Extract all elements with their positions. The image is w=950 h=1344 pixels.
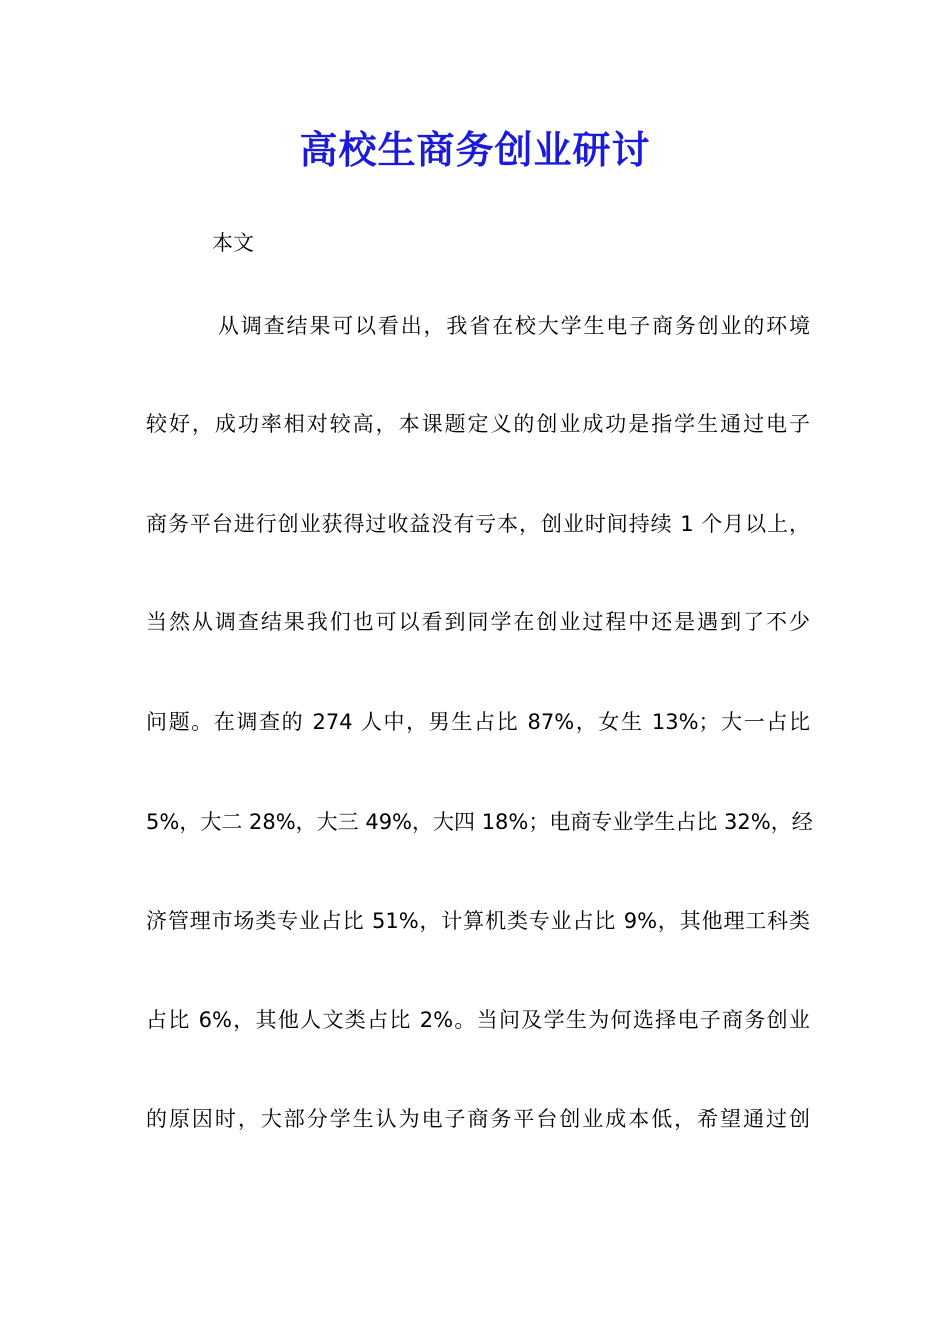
body-line: 问题。在调查的 274 人中，男生占比 87%，女生 13%；大一占比 — [146, 710, 810, 734]
body-line: 商务平台进行创业获得过收益没有亏本，创业时间持续 1 个月以上， — [146, 512, 810, 536]
body-line: 济管理市场类专业占比 51%，计算机类专业占比 9%，其他理工科类 — [146, 909, 810, 933]
page-title: 高校生商务创业研讨 — [299, 127, 651, 172]
body-line: 5%，大二 28%，大三 49%，大四 18%；电商专业学生占比 32%，经 — [146, 810, 813, 834]
subtitle: 本文 — [212, 231, 254, 255]
body-line: 的原因时，大部分学生认为电子商务平台创业成本低，希望通过创 — [146, 1107, 810, 1131]
body-line: 从调查结果可以看出，我省在校大学生电子商务创业的环境 — [218, 314, 810, 338]
body-line: 占比 6%，其他人文类占比 2%。当问及学生为何选择电子商务创业 — [146, 1008, 810, 1032]
body-line: 较好，成功率相对较高，本课题定义的创业成功是指学生通过电子 — [146, 412, 810, 436]
body-line: 当然从调查结果我们也可以看到同学在创业过程中还是遇到了不少 — [146, 610, 810, 634]
